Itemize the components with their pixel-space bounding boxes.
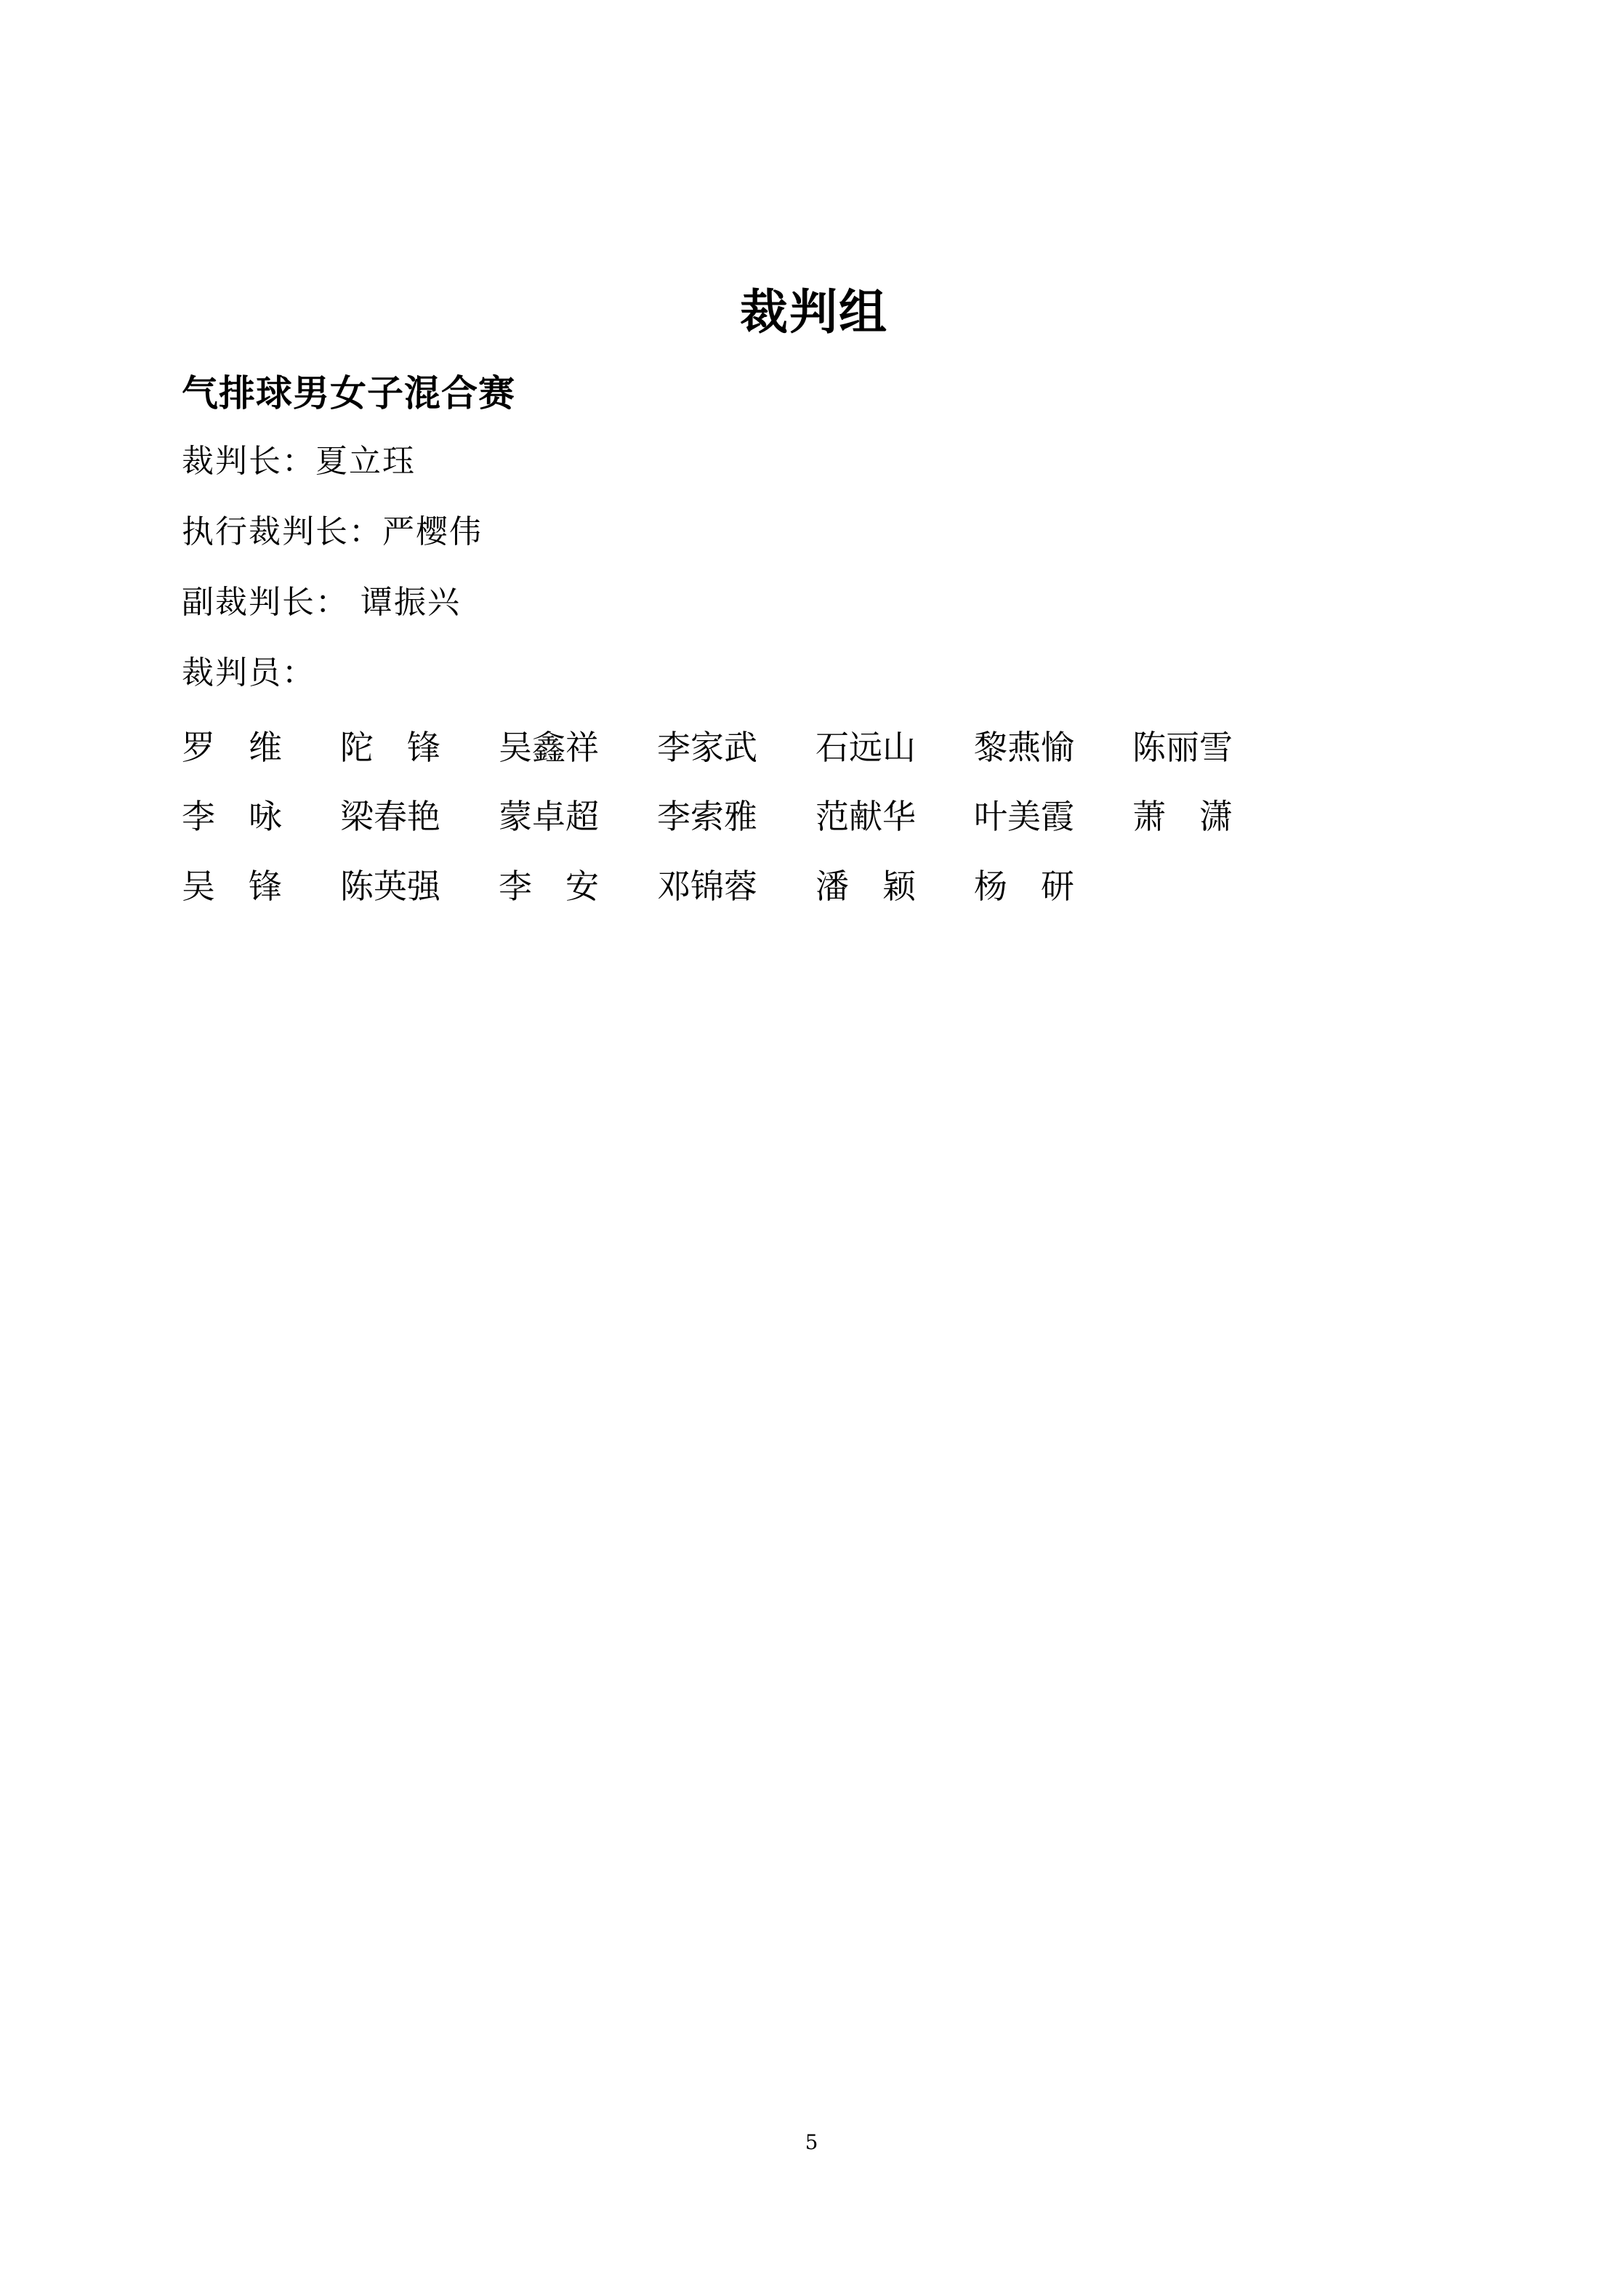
referee-name: 蒙卓超 [499,797,599,837]
referee-name: 潘 颖 [815,866,916,906]
document-body [182,284,1446,936]
referee-name: 石远山 [815,728,916,768]
referee-name: 黎燕愉 [974,728,1074,768]
role-executive-chief-referee: 执行裁判长：严樱伟 [182,513,483,551]
referee-name: 叶美霞 [974,797,1074,837]
referee-name: 李索雅 [657,797,757,837]
referee-name: 陈丽雪 [1132,728,1233,768]
referee-name: 范献华 [815,797,916,837]
referee-name: 李 安 [499,866,599,906]
referee-name: 萧 潇 [1132,797,1233,837]
referee-name-grid [182,728,1446,907]
role-chief-referee: 裁判长：夏立珏 [182,443,416,481]
page-number: 5 [805,2130,818,2154]
referee-name: 邓锦蓉 [657,866,757,906]
referee-name: 李家武 [657,728,757,768]
referee-row [182,797,1446,837]
referee-name: 杨 研 [974,866,1074,906]
referee-name: 吴 锋 [182,866,282,906]
referee-name: 罗 维 [182,728,282,768]
event-subtitle: 气排球男女子混合赛 [182,372,515,415]
referee-name: 李 咏 [182,797,282,837]
role-deputy-chief-referee: 副裁判长： 谭振兴 [182,584,461,622]
referees-label: 裁判员： [182,654,315,692]
referee-name: 陈英强 [340,866,440,906]
referee-name: 吴鑫祥 [499,728,599,768]
page-title: 裁判组 [740,284,888,340]
referee-name: 梁春艳 [340,797,440,837]
referee-row [182,867,1446,907]
referee-name: 陀 锋 [340,728,440,768]
referee-row [182,728,1446,768]
